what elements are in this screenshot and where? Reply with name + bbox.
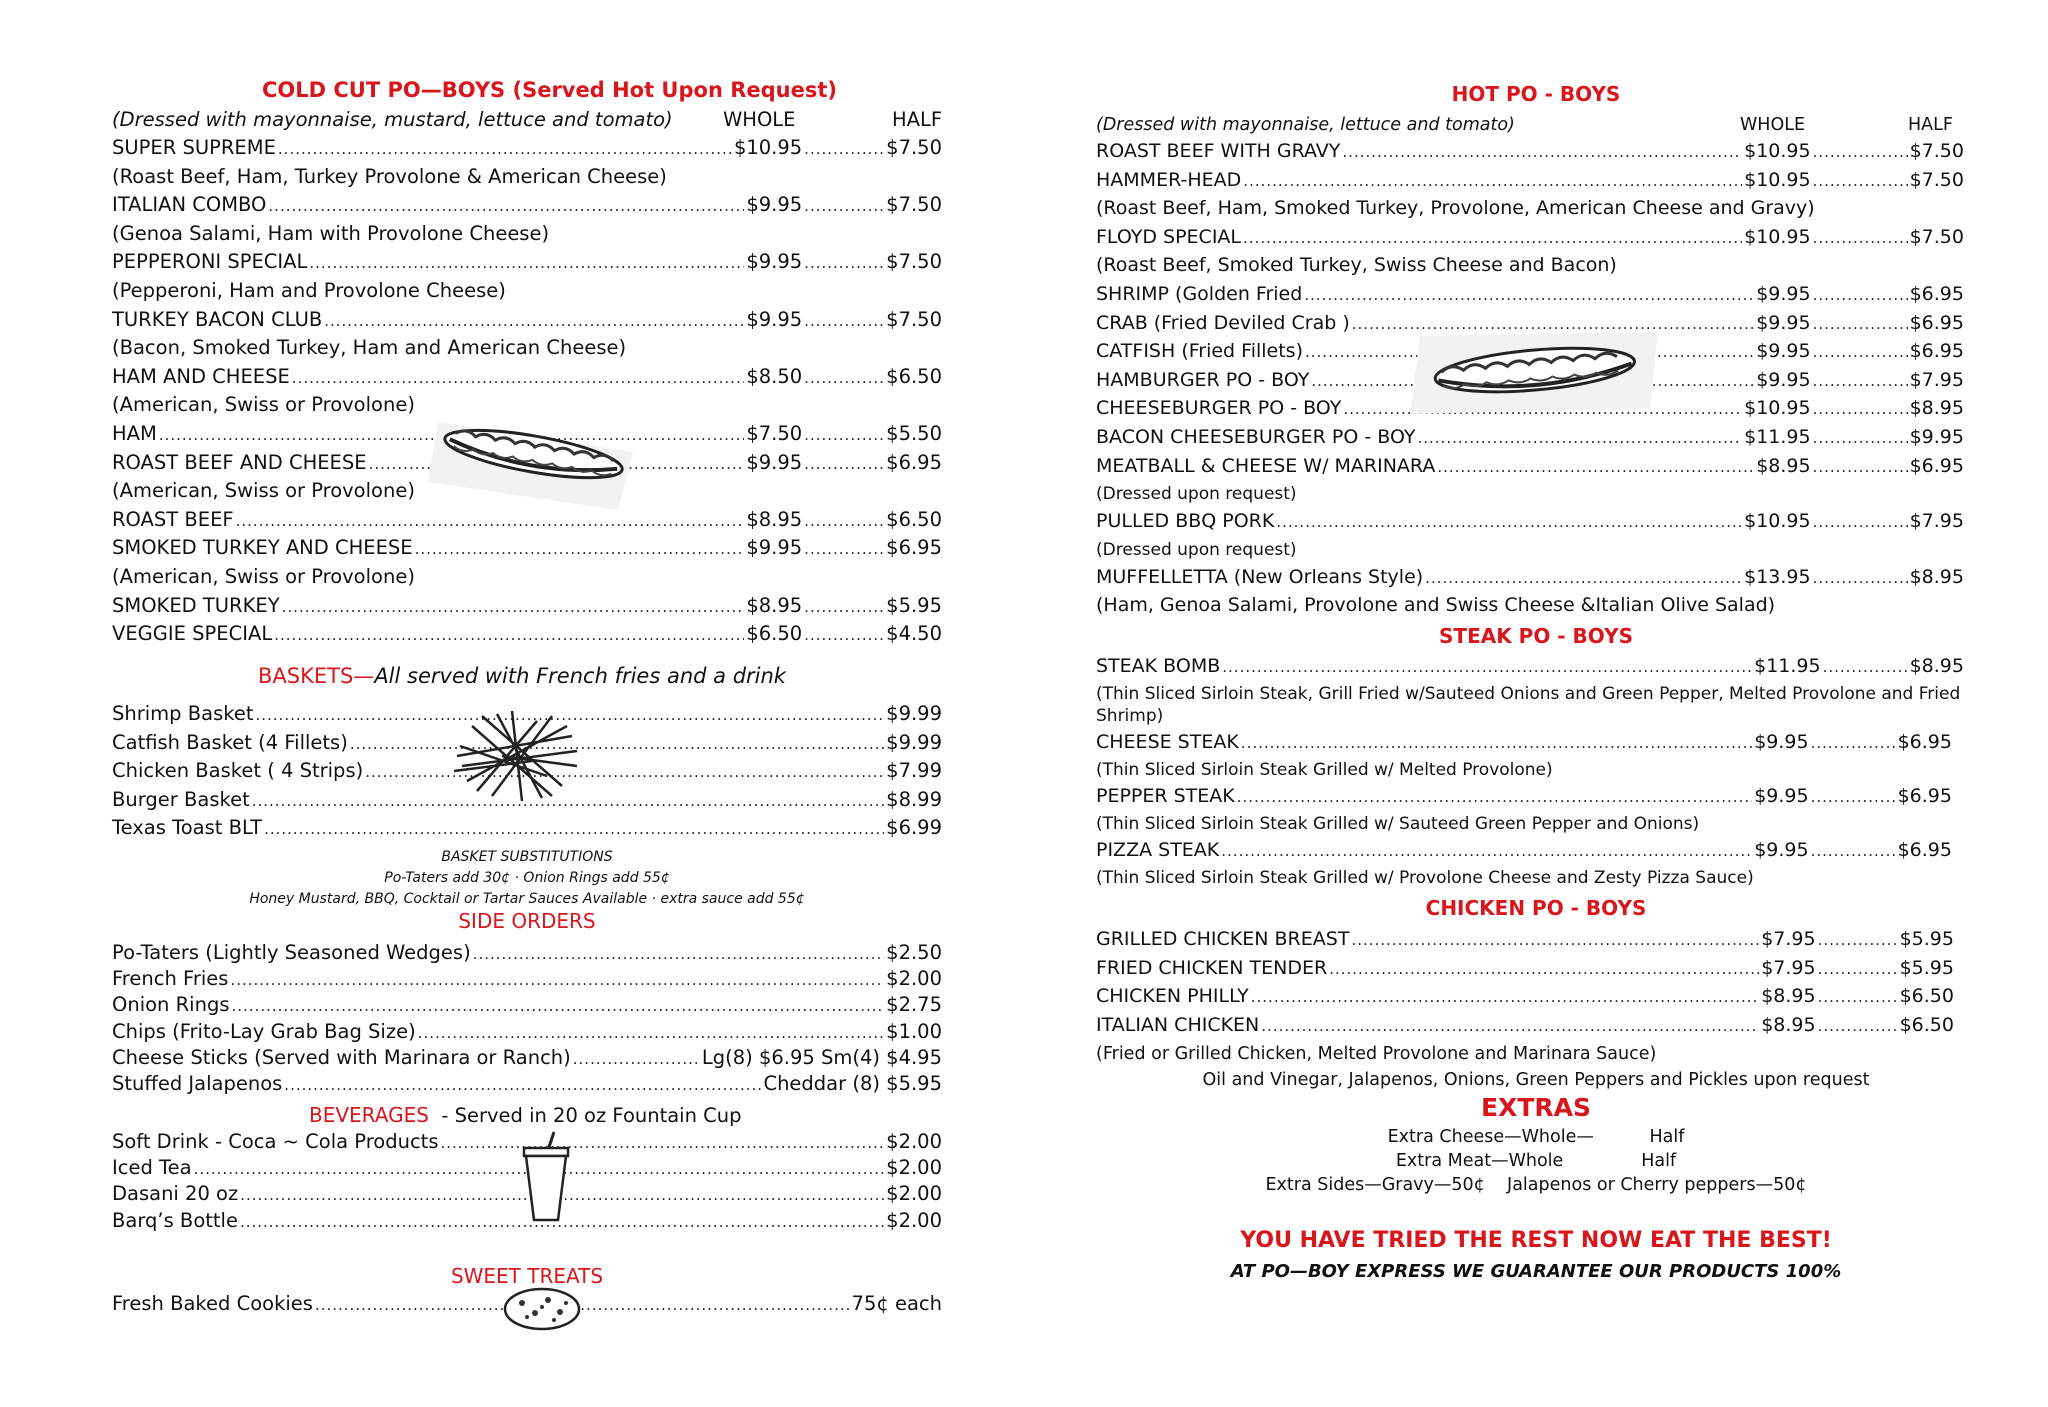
item-price-half: $7.50 (886, 136, 942, 159)
item-price-whole: $6.50 (746, 622, 803, 646)
item-price-half: $8.95 (1909, 397, 1964, 420)
hot-dressing: (Dressed with mayonnaise, lettuce and tomato) (1096, 115, 1515, 135)
leader-dots (1222, 655, 1752, 679)
leader-dots (804, 251, 884, 275)
leader-dots (1813, 397, 1908, 421)
leader-dots (804, 537, 884, 561)
item-price-half: $7.50 (886, 307, 942, 331)
item-name: GRILLED CHICKEN BREAST (1096, 928, 1350, 950)
menu-item-row (112, 816, 942, 841)
basket-subs-line2: Honey Mustard, BBQ, Cocktail or Tartar Sauces Available · extra sauce add 55¢ (249, 891, 805, 907)
item-price-half: $6.95 (1909, 340, 1964, 363)
item-price-whole: $8.95 (746, 593, 803, 617)
leader-dots (1813, 140, 1908, 164)
extras-line2: Extra Meat—Whole Half (1395, 1151, 1677, 1171)
item-name: MUFFELLETTA (New Orleans Style) (1096, 565, 1424, 588)
item-name: MEATBALL & CHEESE W/ MARINARA (1096, 454, 1436, 477)
leader-dots (804, 509, 884, 533)
cold-cut-title: COLD CUT PO—BOYS (Served Hot Upon Request) (262, 78, 837, 102)
item-name: HAMMER-HEAD (1096, 168, 1242, 191)
item-name: Onion Rings (112, 993, 230, 1017)
leader-dots (1813, 226, 1908, 250)
leader-dots (804, 595, 884, 619)
item-name: Chicken Basket ( 4 Strips) (112, 759, 364, 783)
item-name: PEPPERONI SPECIAL (112, 250, 308, 274)
item-description: (American, Swiss or Provolone) (112, 565, 415, 588)
item-price-whole: $8.95 (1761, 1013, 1816, 1036)
leader-dots (1221, 839, 1752, 863)
item-name: Catfish Basket (4 Fillets) (112, 730, 348, 754)
menu-item-row (112, 536, 942, 561)
leader-dots (1329, 957, 1759, 981)
menu-item-row (1096, 730, 1952, 755)
item-name: Stuffed Jalapenos (112, 1072, 283, 1095)
item-price-whole: $10.95 (733, 136, 803, 159)
menu-item-row (112, 622, 942, 647)
item-price: Lg(8) $6.95 Sm(4) $4.95 (701, 1045, 942, 1069)
leader-dots (804, 623, 884, 647)
item-name: Dasani 20 oz (112, 1182, 239, 1206)
leader-dots (1237, 785, 1752, 809)
item-price: $7.99 (886, 759, 942, 783)
item-price: $9.99 (886, 702, 942, 725)
item-name: PEPPER STEAK (1096, 785, 1235, 807)
menu-item-row (112, 941, 942, 966)
leader-dots (282, 595, 745, 619)
leader-dots (1813, 566, 1908, 590)
item-price-half: $8.95 (1909, 565, 1964, 588)
item-price-whole: $9.95 (746, 450, 803, 474)
item-price-whole: $7.95 (1761, 928, 1816, 950)
item-price-half: $6.50 (1899, 985, 1954, 1008)
item-price-half: $7.50 (1909, 140, 1964, 162)
menu-item-row (1096, 784, 1952, 809)
leader-dots (804, 366, 884, 390)
item-price-whole: $10.95 (1744, 140, 1811, 162)
menu-item-row (112, 308, 942, 333)
leader-dots (1818, 985, 1898, 1009)
leader-dots (1304, 283, 1754, 307)
item-price-half: $6.95 (1909, 283, 1964, 305)
extras-line1: Extra Cheese—Whole— Half (1387, 1127, 1685, 1147)
fries-illustration (452, 706, 582, 806)
item-price-whole: $7.95 (1761, 956, 1816, 979)
item-price-half: $6.50 (886, 364, 942, 388)
menu-item-row (112, 193, 942, 218)
leader-dots (1813, 510, 1908, 534)
item-name: HAMBURGER PO - BOY (1096, 368, 1310, 391)
menu-item-row (1096, 509, 1964, 534)
beverages-subtitle: - Served in 20 oz Fountain Cup (441, 1104, 742, 1127)
item-price: 75¢ each (851, 1292, 942, 1315)
item-price-whole: $9.95 (1756, 283, 1811, 305)
footer-slogan: YOU HAVE TRIED THE REST NOW EAT THE BEST! (1240, 1228, 1832, 1253)
item-price-half: $7.95 (1909, 510, 1964, 533)
menu-item-row (1096, 956, 1954, 981)
leader-dots (315, 1293, 850, 1317)
item-name: FRIED CHICKEN TENDER (1096, 956, 1328, 979)
item-price-whole: $10.95 (1744, 397, 1811, 420)
item-price-half: $5.95 (1899, 956, 1954, 979)
menu-item-row (1096, 838, 1952, 863)
item-price-whole: $10.95 (1744, 168, 1811, 191)
leader-dots (1813, 283, 1908, 307)
item-description: (Roast Beef, Smoked Turkey, Swiss Cheese and Bacon) (1096, 254, 1617, 277)
item-price-half: $6.95 (1897, 785, 1952, 807)
item-name: FLOYD SPECIAL (1096, 225, 1242, 248)
item-name: Shrimp Basket (112, 702, 254, 725)
leader-dots (1243, 226, 1742, 250)
item-price: $2.00 (886, 1182, 942, 1206)
item-name: Fresh Baked Cookies (112, 1292, 313, 1315)
item-name: PULLED BBQ PORK (1096, 510, 1275, 533)
leader-dots (1818, 957, 1898, 981)
item-price-half: $8.95 (1909, 655, 1964, 677)
leader-dots (1811, 731, 1896, 755)
item-price: $6.99 (886, 816, 942, 840)
leader-dots (236, 509, 745, 533)
item-price-half: $4.50 (886, 622, 942, 646)
item-name: SMOKED TURKEY AND CHEESE (112, 536, 413, 560)
item-price-whole: $8.50 (746, 364, 803, 388)
basket-subs-title: BASKET SUBSTITUTIONS (441, 849, 613, 865)
item-price-whole: $9.95 (746, 307, 803, 331)
leader-dots (324, 309, 744, 333)
hot-col-whole: WHOLE (1740, 115, 1806, 135)
footer-guarantee: AT PO—BOY EXPRESS WE GUARANTEE OUR PRODUCTS 100% (1230, 1261, 1842, 1282)
extras-line3: Extra Sides—Gravy—50¢ Jalapenos or Cherry peppers—50¢ (1265, 1175, 1807, 1195)
leader-dots (1813, 169, 1908, 193)
item-name: SMOKED TURKEY (112, 593, 280, 617)
item-price-whole: $9.95 (1756, 340, 1811, 363)
leader-dots (1437, 455, 1754, 479)
menu-item-row (112, 594, 942, 619)
item-name: HAM (112, 422, 157, 445)
item-name: SUPER SUPREME (112, 136, 276, 159)
item-price-half: $7.50 (1909, 168, 1964, 191)
leader-dots (264, 817, 884, 841)
sandwich-illustration-left (428, 402, 638, 512)
item-description: (Bacon, Smoked Turkey, Ham and American Cheese) (112, 336, 627, 360)
item-price: $8.99 (886, 787, 942, 811)
item-price-half: $7.95 (1909, 368, 1964, 391)
hot-title: HOT PO - BOYS (1451, 82, 1621, 106)
leader-dots (1818, 1014, 1898, 1038)
menu-item-row (1096, 984, 1954, 1009)
leader-dots (1342, 140, 1742, 164)
item-name: CRAB (Fried Deviled Crab ) (1096, 311, 1350, 334)
item-description: (Ham, Genoa Salami, Provolone and Swiss Cheese &Italian Olive Salad) (1096, 594, 1776, 617)
leader-dots (1351, 928, 1759, 952)
steak-title: STEAK PO - BOYS (1439, 624, 1633, 648)
baskets-heading (258, 664, 786, 688)
item-price-half: $6.95 (1909, 311, 1964, 334)
beverages-title: BEVERAGES (309, 1103, 429, 1127)
menu-item-row (112, 250, 942, 275)
item-price: $2.00 (886, 967, 942, 991)
item-name: TURKEY BACON CLUB (112, 307, 323, 331)
item-price-half: $7.50 (886, 250, 942, 274)
item-name: ROAST BEEF AND CHEESE (112, 450, 367, 474)
item-name: Burger Basket (112, 787, 250, 811)
item-price-half: $6.95 (886, 450, 942, 474)
leader-dots (1251, 985, 1759, 1009)
leader-dots (1813, 455, 1908, 479)
leader-dots (1811, 839, 1896, 863)
leader-dots (804, 137, 884, 161)
item-price-whole: $9.95 (746, 193, 803, 217)
menu-item-row (1096, 168, 1964, 193)
item-price-half: $6.50 (886, 507, 942, 531)
menu-item-row (112, 365, 942, 390)
menu-item-row (112, 1072, 942, 1097)
item-description: Shrimp) (1096, 706, 1164, 726)
item-price-whole: $9.95 (746, 250, 803, 274)
leader-dots (1813, 312, 1908, 336)
item-name: ITALIAN COMBO (112, 193, 267, 217)
item-name: French Fries (112, 967, 229, 991)
sandwich-illustration-right (1410, 322, 1660, 422)
item-name: CHEESEBURGER PO - BOY (1096, 397, 1342, 420)
item-name: ITALIAN CHICKEN (1096, 1013, 1260, 1036)
leader-dots (350, 732, 884, 756)
chicken-title: CHICKEN PO - BOYS (1425, 896, 1647, 920)
menu-item-row (1096, 282, 1964, 307)
item-price-whole: $10.95 (1744, 225, 1811, 248)
chicken-desc: (Fried or Grilled Chicken, Melted Provolone and Marinara Sauce) (1096, 1044, 1657, 1064)
item-price-half: $7.50 (886, 193, 942, 217)
item-name: Cheese Sticks (Served with Marinara or Ranch) (112, 1045, 571, 1069)
leader-dots (268, 194, 744, 218)
item-name: PIZZA STEAK (1096, 839, 1220, 861)
menu-item-row (1096, 1013, 1954, 1038)
menu-item-row (1096, 454, 1964, 479)
item-price-whole: $8.95 (746, 507, 803, 531)
leader-dots (1261, 1014, 1759, 1038)
item-name: Soft Drink - Coca ~ Cola Products (112, 1130, 439, 1153)
item-price-whole: $8.95 (1761, 985, 1816, 1008)
chicken-toppings: Oil and Vinegar, Jalapenos, Onions, Green Peppers and Pickles upon request (1202, 1070, 1870, 1090)
leader-dots (1813, 426, 1908, 450)
cold-cut-col-whole: WHOLE (723, 108, 796, 131)
item-price-whole: $10.95 (1744, 510, 1811, 533)
beverages-heading (309, 1103, 742, 1128)
item-name: Iced Tea (112, 1156, 192, 1180)
menu-item-row (1096, 654, 1964, 679)
menu-item-row (112, 967, 942, 992)
baskets-title: BASKETS— (258, 664, 375, 688)
menu-item-row (1096, 425, 1964, 450)
leader-dots (415, 537, 745, 561)
leader-dots (573, 1047, 700, 1071)
menu-item-row (1096, 565, 1964, 590)
leader-dots (473, 942, 884, 966)
item-description: (Roast Beef, Ham, Smoked Turkey, Provolone, American Cheese and Gravy) (1096, 197, 1815, 220)
item-price: $2.75 (886, 993, 942, 1017)
menu-item-row (1096, 139, 1964, 164)
item-price-whole: $13.95 (1744, 565, 1811, 588)
item-description: (Genoa Salami, Ham with Provolone Cheese) (112, 221, 550, 245)
item-price: $2.50 (886, 941, 942, 964)
item-description: (American, Swiss or Provolone) (112, 479, 415, 503)
sweet-treats-title: SWEET TREATS (450, 1264, 604, 1288)
item-price-whole: $9.95 (1754, 839, 1809, 861)
cold-cut-col-half: HALF (892, 108, 943, 131)
leader-dots (804, 423, 884, 447)
item-price-half: $6.95 (1897, 731, 1952, 753)
item-price: $1.00 (886, 1019, 942, 1043)
item-price-whole: $9.95 (1756, 311, 1811, 334)
item-name: CATFISH (Fried Fillets) (1096, 340, 1303, 363)
item-name: STEAK BOMB (1096, 655, 1221, 677)
item-name: BACON CHEESEBURGER PO - BOY (1096, 426, 1416, 448)
leader-dots (1425, 566, 1742, 590)
leader-dots (274, 623, 744, 647)
menu-item-row (112, 993, 942, 1018)
leader-dots (1243, 169, 1742, 193)
leader-dots (309, 251, 744, 275)
item-description: (American, Swiss or Provolone) (112, 393, 415, 417)
item-name: VEGGIE SPECIAL (112, 622, 273, 646)
item-price-half: $5.95 (1899, 928, 1954, 950)
item-description: (Thin Sliced Sirloin Steak, Grill Fried w/Sauteed Onions and Green Pepper, Melted Provolone and Fried (1096, 684, 1961, 704)
item-price-half: $7.50 (1909, 225, 1964, 248)
item-price-half: $5.50 (886, 422, 942, 445)
item-price: $2.00 (886, 1208, 942, 1232)
cold-cut-dressing: (Dressed with mayonnaise, mustard, lettuce and tomato) (112, 108, 673, 131)
leader-dots (278, 137, 732, 161)
item-price-whole: $9.95 (1754, 785, 1809, 807)
item-price-whole: $9.95 (746, 536, 803, 560)
item-price-whole: $11.95 (1754, 655, 1821, 677)
side-orders-title: SIDE ORDERS (458, 909, 596, 933)
item-price: $9.99 (886, 730, 942, 754)
item-price-half: $6.50 (1899, 1013, 1954, 1036)
leader-dots (365, 760, 884, 784)
menu-item-row (1096, 927, 1954, 952)
item-name: Po-Taters (Lightly Seasoned Wedges) (112, 941, 471, 964)
leader-dots (1241, 731, 1752, 755)
item-description: (Thin Sliced Sirloin Steak Grilled w/ Sauteed Green Pepper and Onions) (1096, 814, 1700, 834)
item-price-whole: $9.95 (1756, 368, 1811, 391)
item-description: (Pepperoni, Ham and Provolone Cheese) (112, 279, 506, 302)
leader-dots (230, 968, 884, 992)
item-price: $2.00 (886, 1156, 942, 1180)
leader-dots (1811, 785, 1896, 809)
leader-dots (804, 194, 884, 218)
item-price-half: $5.95 (886, 593, 942, 617)
item-price-half: $6.95 (886, 536, 942, 560)
item-name: Chips (Frito-Lay Grab Bag Size) (112, 1019, 416, 1043)
item-price-half: $9.95 (1909, 426, 1964, 448)
item-name: SHRIMP (Golden Fried (1096, 283, 1303, 305)
leader-dots (1823, 655, 1908, 679)
item-name: Barq’s Bottle (112, 1208, 238, 1232)
item-price-half: $6.95 (1897, 839, 1952, 861)
item-description: (Thin Sliced Sirloin Steak Grilled w/ Provolone Cheese and Zesty Pizza Sauce) (1096, 868, 1754, 888)
item-description: (Roast Beef, Ham, Turkey Provolone & American Cheese) (112, 164, 667, 188)
item-name: Texas Toast BLT (112, 816, 263, 840)
leader-dots (1813, 340, 1908, 364)
leader-dots (804, 309, 884, 333)
item-description: (Thin Sliced Sirloin Steak Grilled w/ Melted Provolone) (1096, 760, 1553, 780)
item-name: ROAST BEEF WITH GRAVY (1096, 140, 1341, 162)
leader-dots (231, 994, 884, 1018)
item-price: Cheddar (8) $5.95 (763, 1072, 942, 1095)
item-name: CHICKEN PHILLY (1096, 985, 1249, 1008)
hot-col-half: HALF (1908, 115, 1953, 135)
item-price-half: $6.95 (1909, 454, 1964, 477)
leader-dots (1417, 426, 1742, 450)
leader-dots (284, 1073, 761, 1097)
leader-dots (1276, 510, 1742, 534)
menu-item-row (112, 1020, 942, 1045)
leader-dots (1813, 369, 1908, 393)
extras-title: EXTRAS (1480, 1093, 1591, 1122)
item-price-whole: $11.95 (1744, 426, 1811, 448)
basket-subs-line1: Po-Taters add 30¢ · Onion Rings add 55¢ (384, 870, 670, 886)
menu-item-row (112, 136, 942, 161)
item-price-whole: $8.95 (1756, 454, 1811, 477)
item-price-whole: $9.95 (1754, 731, 1809, 753)
item-price-whole: $7.50 (746, 422, 803, 445)
leader-dots (292, 366, 745, 390)
leader-dots (1818, 928, 1898, 952)
cookie-illustration (502, 1285, 582, 1333)
menu-item-row (1096, 225, 1964, 250)
item-description: (Dressed upon request) (1096, 484, 1297, 505)
item-name: ROAST BEEF (112, 507, 234, 531)
baskets-subtitle: All served with French fries and a drink (374, 664, 786, 688)
leader-dots (418, 1021, 884, 1045)
leader-dots (440, 1131, 884, 1155)
item-description: (Dressed upon request) (1096, 539, 1297, 560)
cup-illustration (512, 1130, 582, 1225)
leader-dots (804, 452, 884, 476)
item-name: CHEESE STEAK (1096, 731, 1239, 753)
item-name: HAM AND CHEESE (112, 364, 290, 388)
menu-item-row (112, 1046, 942, 1071)
item-price: $2.00 (886, 1130, 942, 1153)
